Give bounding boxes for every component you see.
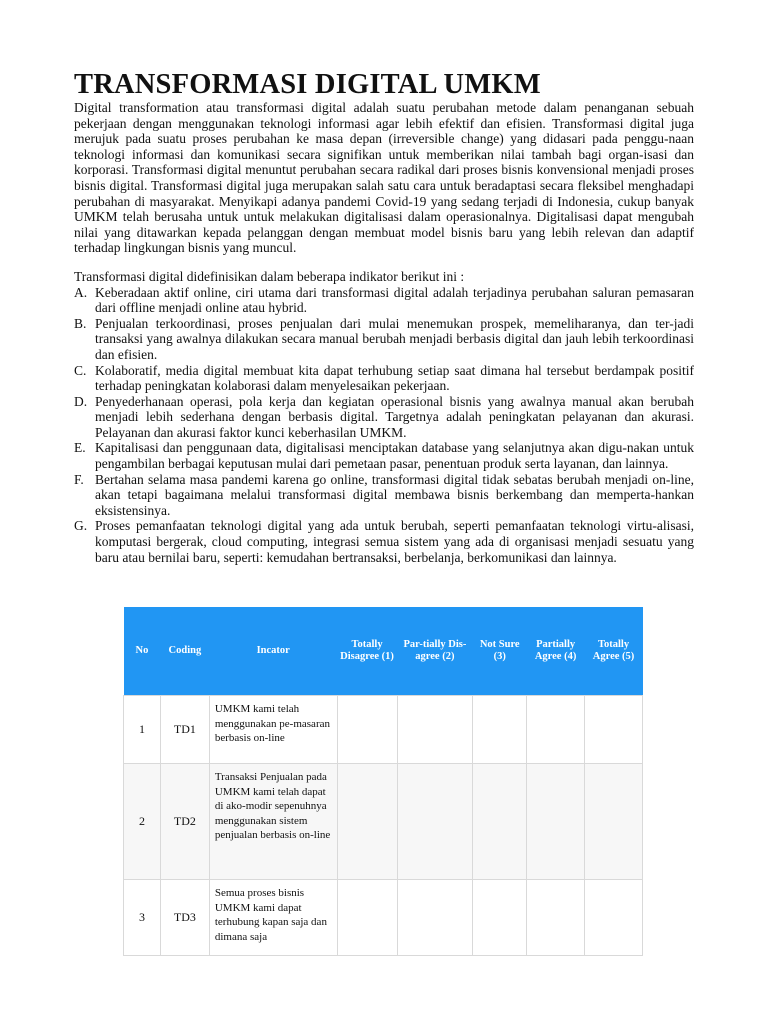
list-item-letter: F. (74, 471, 84, 487)
table-row (124, 764, 643, 880)
table-row (124, 880, 643, 956)
list-item-text: Kolaboratif, media digital membuat kita dapat terhubung setiap saat dimana hal tersebut berdampak positif terhadap peningkatan kolaborasi dalam menyelesaikan pekerjaan. (95, 362, 694, 394)
list-item-letter: C. (74, 362, 87, 378)
list-item (74, 316, 694, 363)
list-item-letter: G. (74, 518, 88, 534)
list-item-text: Bertahan selama masa pandemi karena go online, transformasi digital tidak sebatas berubah menjadi on-line, akan tetapi bagaimana melalui transformasi digital membawa bisnis berkembang dan memperta-hankan eksistensinya. (95, 471, 694, 518)
answer-cell[interactable] (397, 696, 473, 764)
table-header-row (124, 607, 643, 696)
answer-cell[interactable] (527, 764, 585, 880)
table-row (124, 696, 643, 764)
indicator-list (74, 285, 694, 566)
answer-cell[interactable] (585, 696, 643, 764)
list-item-letter: D. (74, 393, 88, 409)
answer-cell[interactable] (337, 880, 397, 956)
row-indicator: Transaksi Penjualan pada UMKM kami telah dapat di ako-modir sepenuhnya menggunakan sistem penjualan berbasis on-line (209, 764, 337, 880)
row-number: 1 (124, 696, 161, 764)
header-partially-agree: Partially Agree (4) (527, 607, 585, 696)
header-partially-disagree: Par-tially Dis-agree (2) (397, 607, 473, 696)
list-item-letter: A. (74, 284, 88, 300)
list-item (74, 285, 694, 316)
list-item-text: Penjualan terkoordinasi, proses penjualan dari mulai menemukan prospek, memeliharanya, dan ter-jadi transaksi yang awalnya dilakukan secara manual berubah menjadi berbasis digital dan jauh lebih terkoordinasi dan efisien. (95, 315, 694, 362)
list-item-text: Proses pemanfaatan teknologi digital yang ada untuk berubah, seperti pemanfaatan teknologi virtu-alisasi, komputasi bergerak, cloud computing, integrasi semua sistem yang ada di organisasi menjadi sesuatu yang baru atau bernilai baru, seperti: kemudahan bertransaksi, berbelanja, berkomunikasi dan lainnya. (95, 518, 694, 565)
row-code: TD3 (160, 880, 209, 956)
list-item (74, 518, 694, 565)
indicator-lead-text: Transformasi digital didefinisikan dalam beberapa indikator berikut ini : (74, 268, 465, 284)
list-item (74, 394, 694, 441)
answer-cell[interactable] (585, 880, 643, 956)
row-number: 3 (124, 880, 161, 956)
answer-cell[interactable] (527, 880, 585, 956)
header-indicator: Incator (209, 607, 337, 696)
answer-cell[interactable] (473, 696, 527, 764)
answer-cell[interactable] (473, 880, 527, 956)
header-no: No (124, 607, 161, 696)
document-title: TRANSFORMASI DIGITAL UMKM (74, 69, 541, 100)
answer-cell[interactable] (397, 880, 473, 956)
header-not-sure: Not Sure (3) (473, 607, 527, 696)
list-item (74, 472, 694, 519)
row-indicator: UMKM kami telah menggunakan pe-masaran berbasis on-line (209, 696, 337, 764)
row-number: 2 (124, 764, 161, 880)
answer-cell[interactable] (527, 696, 585, 764)
row-code: TD1 (160, 696, 209, 764)
header-totally-agree: Totally Agree (5) (585, 607, 643, 696)
answer-cell[interactable] (337, 764, 397, 880)
list-item (74, 363, 694, 394)
row-code: TD2 (160, 764, 209, 880)
questionnaire-table (123, 607, 643, 956)
list-item (74, 440, 694, 471)
list-item-letter: B. (74, 315, 87, 331)
answer-cell[interactable] (585, 764, 643, 880)
header-coding: Coding (160, 607, 209, 696)
document-body (74, 70, 694, 565)
list-item-text: Kapitalisasi dan penggunaan data, digitalisasi menciptakan database yang selanjutnya akan digu-nakan untuk pengambilan berbagai keputusan mulai dari pemetaan pasar, penentuan produk serta layanan, dan lainnya. (95, 440, 694, 472)
header-totally-disagree: Totally Disagree (1) (337, 607, 397, 696)
answer-cell[interactable] (337, 696, 397, 764)
list-item-letter: E. (74, 440, 86, 456)
answer-cell[interactable] (473, 764, 527, 880)
answer-cell[interactable] (397, 764, 473, 880)
row-indicator: Semua proses bisnis UMKM kami dapat terhubung kapan saja dan dimana saja (209, 880, 337, 956)
intro-paragraph: Digital transformation atau transformasi digital adalah suatu perubahan metode dalam penanganan sebuah pekerjaan dengan menggunakan teknologi informasi agar lebih efektif dan efisien. Transformasi digital juga merujuk pada suatu proses perubahan ke masa depan (irreversible change) yang didasari pada penggu-naan teknologi informasi dan komunikasi secara signifikan untuk memberikan nilai tambah bagi organ-isasi dan korporasi. Transformasi digital menuntut perubahan secara radikal dari proses bisnis konvensional menjadi proses bisnis digital. Transformasi digital juga merupakan salah satu cara untuk beradaptasi secara fleksibel menghadapi perubahan di masyarakat. Menyikapi adanya pandemi Covid-19 yang sedang terjadi di Indonesia, cukup banyak UMKM telah berusaha untuk untuk melakukan digitalisasi dalam operasionalnya. Digitalisasi dapat mengubah nilai yang ditawarkan kepada pelanggan dengan membuat model bisnis baru yang lebih relevan dan adaptif terhadap lingkungan bisnis yang muncul. (74, 100, 694, 256)
list-item-text: Keberadaan aktif online, ciri utama dari transformasi digital adalah terjadinya perubahan saluran pemasaran dari offline menjadi online atau hybrid. (95, 284, 694, 316)
list-item-text: Penyederhanaan operasi, pola kerja dan kegiatan operasional bisnis yang awalnya manual akan berubah menjadi lebih sederhana dengan berbasis digital. Targetnya adalah peningkatan pelayanan dan akurasi. Pelayanan dan akurasi faktor kunci keberhasilan UMKM. (95, 393, 694, 440)
